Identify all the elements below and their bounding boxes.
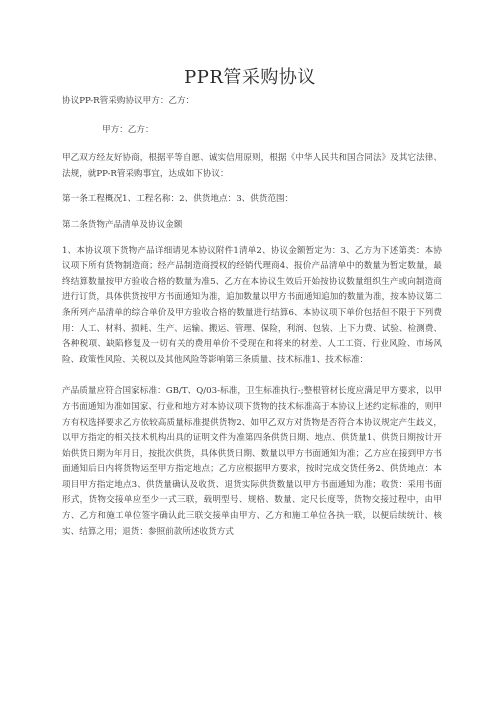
document-body — [62, 94, 442, 540]
article-one-paragraph: 第一条工程概况1、工程名称：2、供货地点：3、供货范围： — [62, 194, 294, 205]
article-two-heading: 第二条货物产品清单及协议金额 — [62, 219, 183, 230]
quality-standards-paragraph: 产品质量应符合国家标准：GB/T、Q/03-标准，卫生标准执行-;整根管材长度应满足甲方要求，以甲方书面通知为准如国家、行业和地方对本协议项下货物的技术标准高于本协议上述约定标准的，则甲方有权选择要求乙方依较高质量标准提供货物2、如甲乙双方对货物是否符合本协议规定产生歧义，以甲方指定的相关技术机构出具的证明文件为准第四条供货日期、地点、供货量1、供货日期按计开始供货日期为年月日，按批次供货，具体供货日期、数量以甲方书面通知为准；乙方应在接到甲方书面通知后日内将货物运至甲方指定地点；乙方应根据甲方要求，按时完成交货任务2、供货地点：本项目甲方指定地点3、供货量确认及收货、退货实际供货数量以甲方书面通知为准；收货：采用书面形式，货物交接单应至少一式三联，载明型号、规格、数量、定尺长度等，货物交接过程中，由甲方、乙方和施工单位签字确认此三联交接单由甲方、乙方和施工单位各执一联，以便后续统计、核实、结算之用；退货：参照前款所述收货方式 — [62, 386, 442, 537]
article-two-body-paragraph: 1、本协议项下货物产品详细请见本协议附件1清单2、协议金额暂定为：3、乙方为下述第类：本协议项下所有货物制造商；经产品制造商授权的经销代理商4、报价产品清单中的数量为暂定数量，最终结算数量按甲方验收合格的数量为准5、乙方在本协议生效后开始按协议数量组织生产或向制造商进行订货，具体供货按甲方书面通知为准，追加数量以甲方书面通知追加的数量为准，按本协议第二条所列产品清单的综合单价及甲方验收合格的数量进行结算6、本协议项下单价包括但不限于下列费用：人工、材料、损耗、生产、运输、搬运、管理、保险，利润、包装、上下力费、试验、检测费、各种税项、缺陷修复及一切有关的费用单价不受现在和将来的材差、人工工资、行业风险、市场风险、政策性风险、关税以及其他风险等影响第三条质量、技术标准1、技术标准： — [62, 245, 442, 365]
preamble-paragraph: 甲乙双方经友好协商，根据平等自愿、诚实信用原则，根据《中华人民共和国合同法》及其它法律、法规，就PP-R管采购事宜，达成如下协议： — [62, 153, 442, 179]
party-names-line: 甲方：乙方： — [102, 124, 154, 135]
party-header-line: 协议PP-R管采购协议甲方：乙方： — [62, 96, 195, 106]
document-title: PPR管采购协议 — [184, 67, 316, 88]
